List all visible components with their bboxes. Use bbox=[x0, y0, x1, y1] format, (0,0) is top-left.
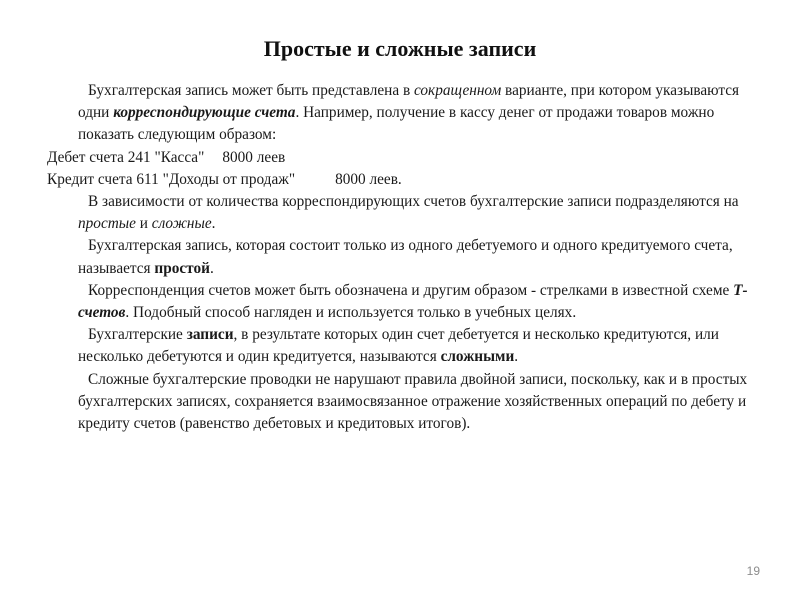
text-run: и bbox=[135, 215, 152, 233]
slide-title: Простые и сложные записи bbox=[263, 36, 537, 61]
entry-credit bbox=[47, 169, 756, 191]
credit-label: Кредит счета 611 "Доходы от продаж" bbox=[47, 170, 296, 188]
bold-italic-term-corresponding-accounts: корреспондирующие счета bbox=[113, 104, 296, 122]
paragraph-classification bbox=[78, 191, 756, 235]
credit-amount: 8000 леев. bbox=[335, 170, 402, 188]
text-run: Бухгалтерская запись, которая состоит только из одного дебетуемого и одного кредитуемого счета, называется bbox=[78, 237, 733, 277]
debit-label: Дебет счета 241 "Касса" bbox=[47, 148, 205, 166]
text-run: Корреспонденция счетов может быть обозначена и другим образом - стрелками в известной схеме bbox=[88, 281, 734, 299]
bold-term-simple: простой bbox=[154, 259, 210, 277]
text-run: . bbox=[514, 348, 519, 366]
italic-term-abbreviated: сокращенном bbox=[414, 82, 502, 99]
italic-term-simple: простые bbox=[78, 215, 136, 233]
text-run: , в результате которых один счет дебетуется и несколько кредитуются, или несколько дебетуются и один кредитуется, называются bbox=[78, 326, 719, 366]
slide-body bbox=[47, 80, 756, 435]
paragraph-t-accounts bbox=[78, 280, 756, 324]
bold-term-entries: записи bbox=[186, 326, 234, 344]
text-run: . bbox=[209, 259, 214, 277]
text-run: . Например, получение в кассу денег от продажи товаров можно показать следующим образом: bbox=[78, 104, 715, 144]
text-run: Бухгалтерские bbox=[88, 326, 187, 344]
bold-term-complex: сложными bbox=[440, 348, 515, 366]
paragraph-intro bbox=[78, 80, 756, 147]
bold-italic-term-t-accounts: Т-счетов bbox=[78, 281, 748, 322]
text-run: Сложные бухгалтерские проводки не нарушают правила двойной записи, поскольку, как и в простых бухгалтерских записях, сохраняется взаимосвязанное отражение хозяйственных операций по дебету и кредиту счетов (равенство дебетовых и кредитовых итогов). bbox=[78, 370, 748, 433]
paragraph-complex-entry bbox=[78, 324, 756, 368]
text-run: . Подобный способ нагляден и используется только в учебных целях. bbox=[125, 304, 577, 322]
paragraph-double-entry bbox=[78, 369, 756, 436]
text-run: варианте, при котором указываются одни bbox=[78, 82, 740, 122]
text-run: Бухгалтерская запись может быть представлена в bbox=[88, 82, 414, 99]
page-number: 19 bbox=[746, 564, 760, 578]
entry-debit bbox=[47, 147, 756, 169]
debit-amount: 8000 леев bbox=[222, 148, 286, 166]
text-run: В зависимости от количества корреспондирующих счетов бухгалтерские записи подразделяются на bbox=[88, 193, 739, 211]
paragraph-simple-entry bbox=[78, 235, 756, 279]
italic-term-complex: сложные bbox=[151, 215, 212, 233]
text-run: . bbox=[211, 215, 216, 233]
